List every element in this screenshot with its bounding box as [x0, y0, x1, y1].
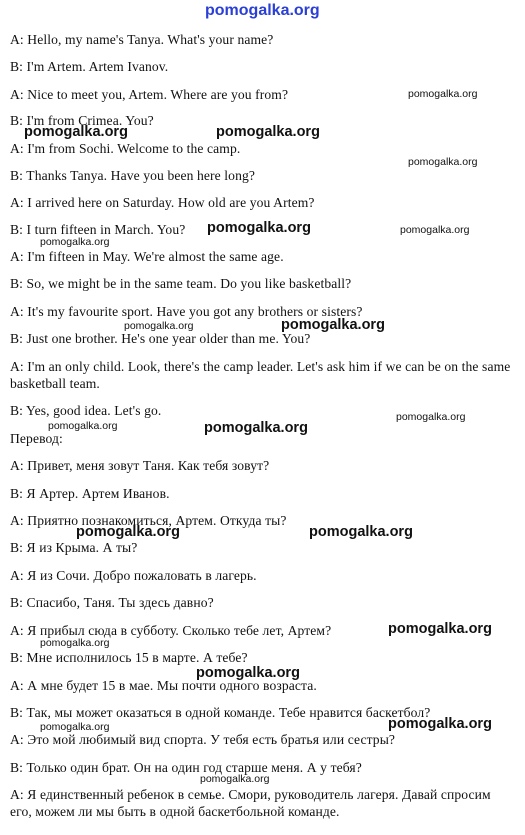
watermark: pomogalka.org: [200, 773, 270, 785]
dialogue-line: A: Nice to meet you, Artem. Where are you from?: [10, 87, 289, 102]
dialogue-line: B: Just one brother. He's one year older than me. You?: [10, 331, 311, 346]
watermark: pomogalka.org: [207, 220, 311, 236]
translation-line: В: Так, мы может оказаться в одной команде. Тебе нравится баскетбол?: [10, 705, 431, 720]
translation-line: В: Только один брат. Он на один год старше меня. А у тебя?: [10, 760, 362, 775]
dialogue-line: B: Yes, good idea. Let's go.: [10, 403, 162, 418]
translation-line: В: Я Артер. Артем Иванов.: [10, 486, 170, 501]
dialogue-line: A: I arrived here on Saturday. How old are you Artem?: [10, 195, 315, 210]
watermark-top: pomogalka.org: [205, 2, 320, 19]
dialogue-line: B: I turn fifteen in March. You?: [10, 222, 186, 237]
translation-line: А: Это мой любимый вид спорта. У тебя есть братья или сестры?: [10, 732, 396, 747]
dialogue-line: B: I'm from Crimea. You?: [10, 113, 154, 128]
translation-line: А: Приятно познакомиться, Артем. Откуда ты?: [10, 513, 287, 528]
dialogue-line: A: I'm an only child. Look, there's the camp leader. Let's ask him if we can be on the same basketball team.: [10, 359, 511, 391]
dialogue-line: A: It's my favourite sport. Have you got any brothers or sisters?: [10, 304, 363, 319]
watermark: pomogalka.org: [196, 665, 300, 681]
translation-line: А: Привет, меня зовут Таня. Как тебя зовут?: [10, 458, 270, 473]
translation-line: А: Я из Сочи. Добро пожаловать в лагерь.: [10, 568, 257, 583]
watermark: pomogalka.org: [204, 420, 308, 436]
translation-line: В: Мне исполнилось 15 в марте. А тебе?: [10, 650, 248, 665]
watermark: pomogalka.org: [76, 524, 180, 540]
watermark: pomogalka.org: [388, 621, 492, 637]
watermark: pomogalka.org: [124, 320, 194, 332]
watermark: pomogalka.org: [408, 88, 478, 100]
translation-line: А: Я единственный ребенок в семье. Смори, руководитель лагеря. Давай спросим его, можем ли мы быть в одной баскетбольной команде.: [10, 787, 491, 819]
dialogue-line: A: Hello, my name's Tanya. What's your name?: [10, 32, 274, 47]
dialogue-line: A: I'm from Sochi. Welcome to the camp.: [10, 141, 241, 156]
watermark: pomogalka.org: [400, 224, 470, 236]
dialogue-line: B: I'm Artem. Artem Ivanov.: [10, 59, 169, 74]
dialogue-line: B: So, we might be in the same team. Do you like basketball?: [10, 276, 352, 291]
translation-heading: Перевод:: [10, 431, 63, 446]
watermark: pomogalka.org: [48, 420, 118, 432]
watermark: pomogalka.org: [24, 124, 128, 140]
watermark: pomogalka.org: [281, 317, 385, 333]
watermark: pomogalka.org: [309, 524, 413, 540]
translation-line: В: Я из Крыма. А ты?: [10, 540, 138, 555]
watermark: pomogalka.org: [396, 411, 466, 423]
watermark: pomogalka.org: [408, 156, 478, 168]
dialogue-line: B: Thanks Tanya. Have you been here long?: [10, 168, 255, 183]
translation-line: А: Я прибыл сюда в субботу. Сколько тебе лет, Артем?: [10, 623, 332, 638]
dialogue-line: A: I'm fifteen in May. We're almost the same age.: [10, 249, 284, 264]
watermark: pomogalka.org: [40, 236, 110, 248]
watermark: pomogalka.org: [388, 716, 492, 732]
watermark: pomogalka.org: [216, 124, 320, 140]
translation-line: А: А мне будет 15 в мае. Мы почти одного возраста.: [10, 678, 317, 693]
translation-line: В: Спасибо, Таня. Ты здесь давно?: [10, 595, 214, 610]
watermark: pomogalka.org: [40, 637, 110, 649]
watermark: pomogalka.org: [40, 721, 110, 733]
